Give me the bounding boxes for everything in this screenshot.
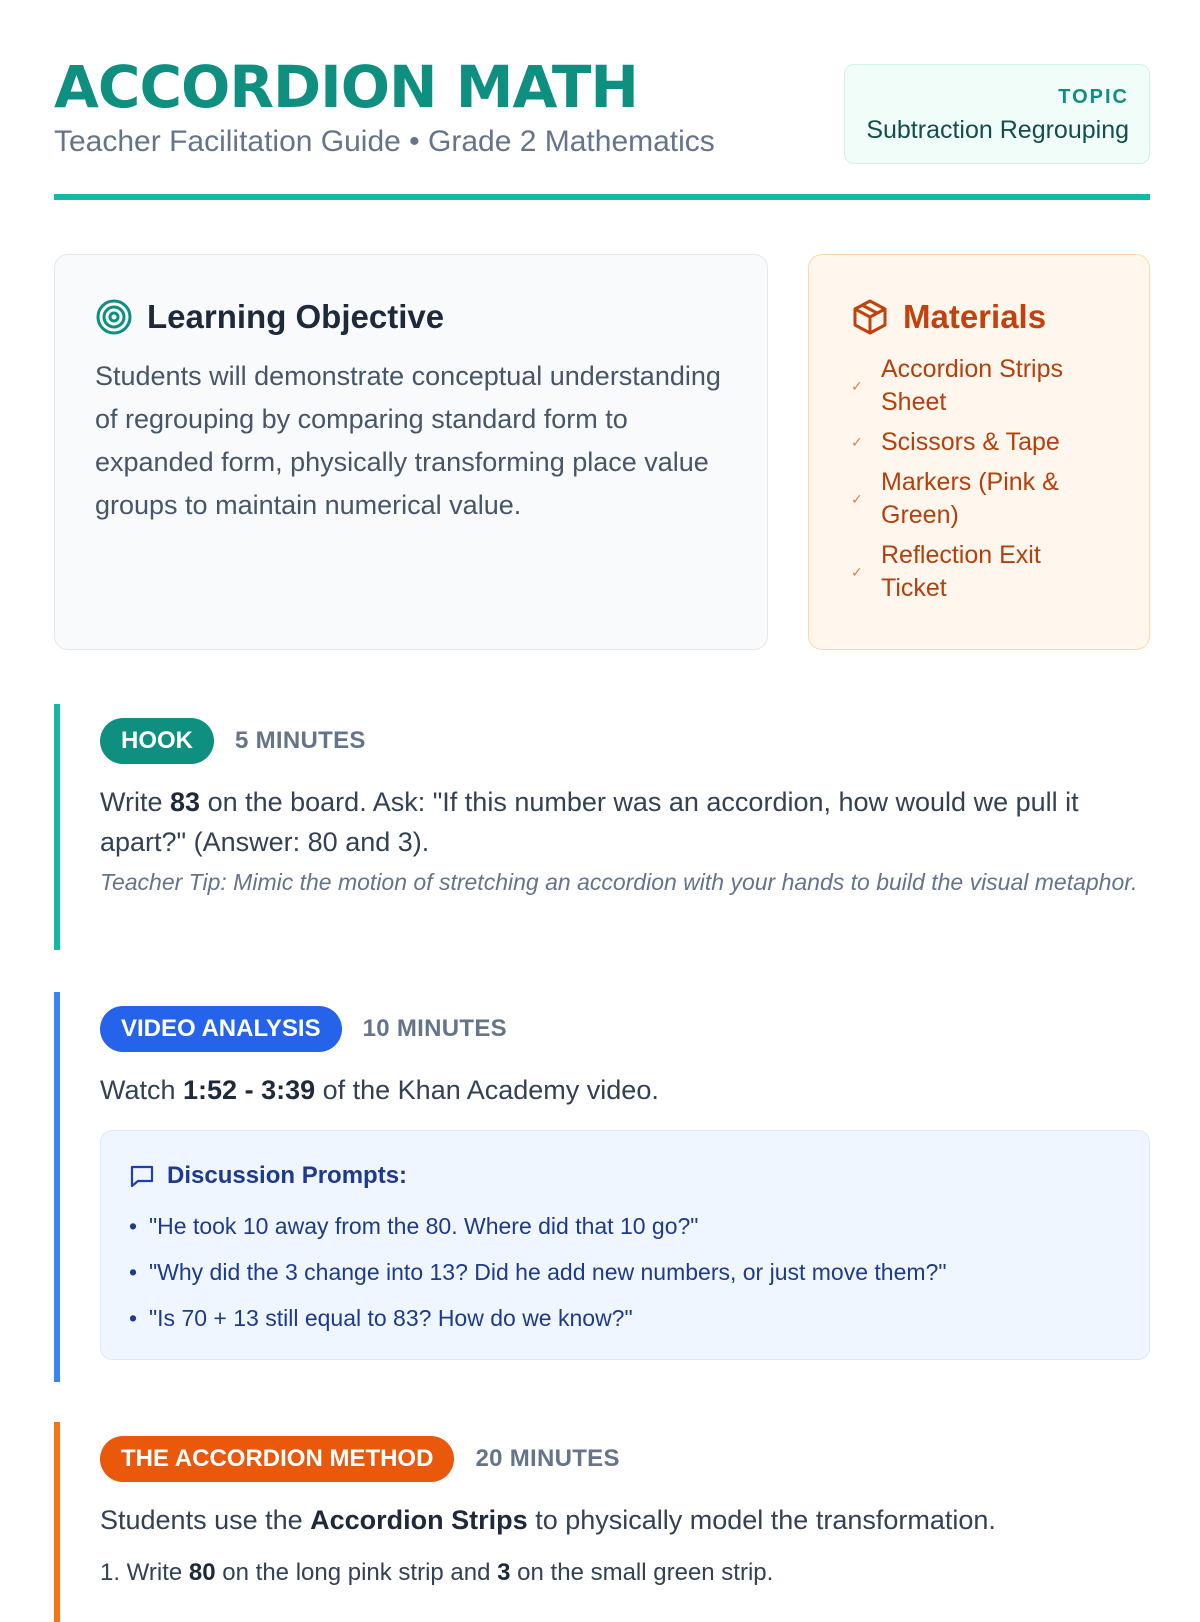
chat-icon <box>129 1163 155 1189</box>
guide-page <box>54 0 1150 1586</box>
objective-title: Learning Objective <box>147 298 445 335</box>
check-icon: ✓ <box>851 434 863 450</box>
hook-instructions: Write 83 on the board. Ask: "If this number was an accordion, how would we pull it apart?" (Answer: 80 and 3). <box>100 787 1079 857</box>
prompt-list <box>129 1203 1121 1341</box>
prompt-item: • "Why did the 3 change into 13? Did he add new numbers, or just move them?" <box>129 1259 947 1285</box>
header <box>54 0 1150 200</box>
video-analysis-section <box>54 992 1150 1382</box>
topic-value: Subtraction Regrouping <box>866 116 1129 144</box>
materials-item: ✓ Reflection Exit Ticket <box>851 541 1041 602</box>
page-subtitle: Teacher Facilitation Guide • Grade 2 Mathematics <box>54 125 715 158</box>
teacher-tip: Teacher Tip: Mimic the motion of stretching an accordion with your hands to build the visual metaphor. <box>100 869 1138 895</box>
section-accent-bar <box>54 704 60 950</box>
materials-list <box>851 353 1109 605</box>
method-step-1: 1. Write 80 on the long pink strip and 3 on the small green strip. <box>100 1559 774 1586</box>
materials-item: ✓ Scissors & Tape <box>851 426 1109 459</box>
method-duration: 20 MINUTES <box>475 1445 620 1472</box>
section-accent-bar <box>54 1422 60 1622</box>
materials-item: ✓ Markers (Pink & Green) <box>851 468 1059 529</box>
check-icon: ✓ <box>851 490 863 507</box>
materials-item: ✓ Accordion Strips Sheet <box>851 355 1064 416</box>
topic-badge <box>844 64 1150 164</box>
header-divider <box>54 194 1150 200</box>
target-icon <box>95 298 133 336</box>
learning-objective-card <box>54 254 768 650</box>
video-instructions: Watch 1:52 - 3:39 of the Khan Academy video. <box>100 1075 659 1105</box>
video-badge: VIDEO ANALYSIS <box>100 1006 342 1052</box>
hook-section <box>54 704 1150 950</box>
materials-card <box>808 254 1150 650</box>
section-accent-bar <box>54 992 60 1382</box>
page-title: ACCORDION MATH <box>54 53 638 121</box>
materials-title: Materials <box>903 298 1047 335</box>
discussion-prompts-box <box>100 1130 1150 1360</box>
prompts-title: Discussion Prompts: <box>167 1162 408 1189</box>
hook-badge: HOOK <box>100 718 214 764</box>
box-icon <box>851 298 889 336</box>
hook-duration: 5 MINUTES <box>235 727 366 754</box>
objective-text: Students will demonstrate conceptual understanding of regrouping by comparing standard form to expanded form, physically transforming place value groups to maintain numerical value. <box>95 361 721 520</box>
topic-label: TOPIC <box>1058 86 1129 108</box>
check-icon: ✓ <box>851 563 863 580</box>
video-duration: 10 MINUTES <box>362 1015 507 1042</box>
method-badge: THE ACCORDION METHOD <box>100 1436 454 1482</box>
check-icon: ✓ <box>851 377 863 394</box>
prompt-item: • "He took 10 away from the 80. Where did that 10 go?" <box>129 1213 699 1239</box>
prompt-item: • "Is 70 + 13 still equal to 83? How do we know?" <box>129 1305 633 1331</box>
accordion-method-section <box>54 1422 1150 1622</box>
method-instructions: Students use the Accordion Strips to physically model the transformation. <box>100 1505 996 1535</box>
